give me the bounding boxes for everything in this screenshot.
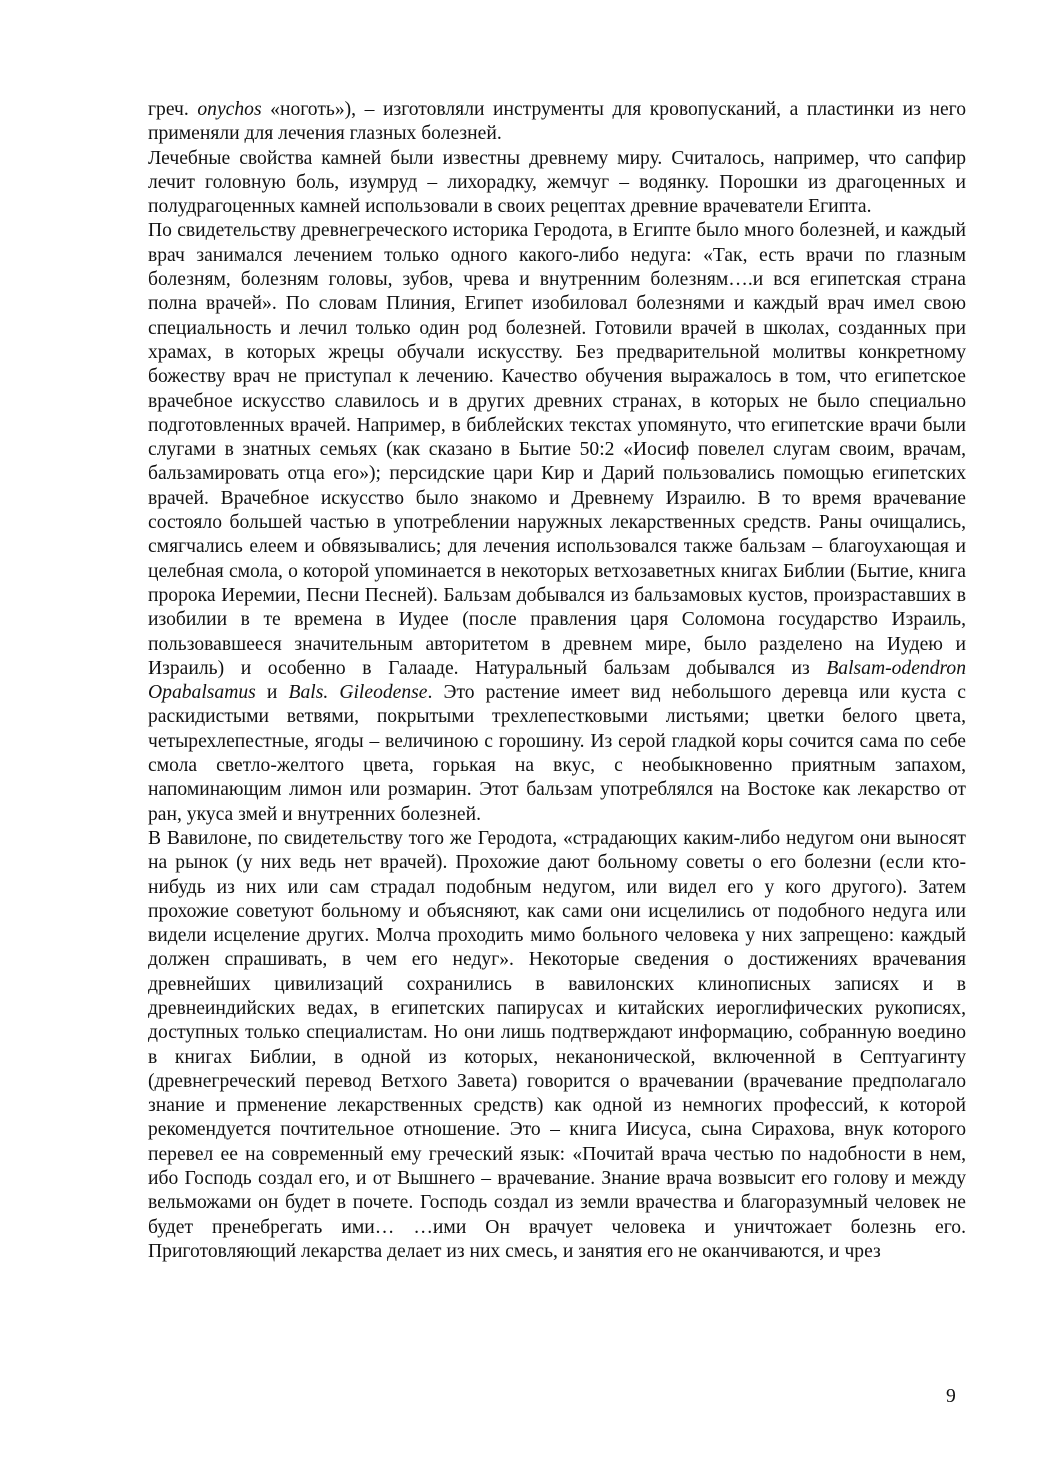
text-segment: По свидетельству древнегреческого историка Геродота, в Египте было много болезней, и каждый врач занимался лечением только одного какого-либо недуга: «Так, есть врачи по глазным болезням, болезням головы, зубов, чрева и внутренним болезням….и вся египетская страна полна врачей». По словам Плиния, Египет изобиловал болезнями и каждый врач имел свою специальность и лечил только один род болезней. Готовили врачей в школах, созданных при храмах, в которых жрецы обучали искусству. Без предварительной молитвы конкретному божеству врач не приступал к лечению. Качество обучения выражалось в том, что египетское врачебное искусство славилось и в других древних странах, в которых не было специально подготовленных врачей. Например, в библейских текстах упомянуто, что египетские врачи были слугами в знатных семьях (как сказано в Бытие 50:2 «Иосиф повелел слугам своим, врачам, бальзамировать отца его»); персидские цари Кир и Дарий пользовались помощью египетских врачей. Врачебное искусство было знакомо и Древнему Израилю. В то время врачевание состояло большей частью в употреблении наружных лекарственных средств. Раны очищались, смягчались елеем и обвязывались; для лечения использовался также бальзам – благоухающая и целебная смола, о которой упоминается в некоторых ветхозаветных книгах Библии (Бытие, книга пророка Иеремии, Песни Песней). Бальзам добывался из бальзамовых кустов, произраставших в изобилии в те времена в Иудее (после правления царя Соломона государство Израиль, пользовавшееся значительным авторитетом в древнем мире, было разделено на Иудею и Израиль) и особенно в Галааде. Натуральный бальзам добывался из	[148, 220, 966, 679]
text-segment: и	[255, 682, 289, 704]
text-segment: Лечебные свойства камней были известны древнему миру. Считалось, например, что сапфир лечит головную боль, изумруд – лихорадку, жемчуг – водянку. Порошки из драгоценных и полудрагоценных камней использовали в своих рецептах древние врачеватели Египта.	[148, 147, 966, 218]
text-segment-italic: Balsam-odendron Opabalsamus	[148, 657, 966, 704]
text-segment: «ноготь»), – изготовляли инструменты для кровопусканий, а пластинки из него применяли для лечения глазных болезней.	[148, 99, 966, 145]
page-number: 9	[946, 1386, 956, 1407]
paragraph-nail-instruments	[148, 98, 966, 147]
text-segment: греч.	[148, 99, 198, 120]
text-segment-italic: onychos	[197, 99, 262, 120]
paragraph-egypt-medicine	[148, 219, 966, 826]
text-segment: В Вавилоне, по свидетельству того же Геродота, «страдающих каким-либо недугом они выносят на рынок (у них ведь нет врачей). Прохожие дают больному советы о его болезни (если кто-нибудь из них или сам страдал подобным недугом, или видел его у кого другого). Затем прохожие советуют больному и объясняют, как сами они исцелились от подобного недуга или видели исцеление других. Молча проходить мимо больного человека у них запрещено: каждый должен спрашивать, в чем его недуг». Некоторые сведения о достижениях врачевания древнейших цивилизаций сохранились в вавилонских клинописных записях и в древнеиндийских ведах, в египетских папирусах и китайских иероглифических рукописях, доступных только специалистам. Но они лишь подтверждают информацию, собранную воедино в книгах Библии, в одной из которых, неканонической, включенной в Септуагинту (древнегреческий перевод Ветхого Завета) говорится о врачевании (врачевание предполагало знание и прменение лекарственных средств) как одной из немногих профессий, к которой рекомендуется почтительное отношение. Это – книга Иисуса, сына Сирахова, внук которого перевел ее на современный ему греческий язык: «Почитай врача честью по надобности в нем, ибо Господь создал его, и от Вышнего – врачевание. Знание врача возвысит его голову и между вельможами он будет в почете. Господь создал из земли врачества и благоразумный человек не будет пренебрегать ими… …ими Он врачует человека и уничтожает болезнь его. Приготовляющий лекарства делает из них смесь, и занятия его не оканчиваются, и чрез	[148, 827, 966, 1262]
paragraph-babylon-medicine	[148, 827, 966, 1264]
paragraph-healing-stones	[148, 147, 966, 220]
document-body	[148, 98, 966, 1264]
text-segment-italic: Bals. Gileodense	[288, 682, 428, 704]
text-segment: . Это растение имеет вид небольшого деревца или куста с раскидистыми ветвями, покрытыми трехлепестковыми листьями; цветки белого цвета, четырехлепестные, ягоды – величиною с горошину. Из серой гладкой коры сочится сама по себе смола светло-желтого цвета, горькая на вкус, с необыкновенно приятным запахом, напоминающим лимон или розмарин. Этот бальзам употреблялся на Востоке как лекарство от ран, укуса змей и внутренних болезней.	[148, 682, 967, 825]
